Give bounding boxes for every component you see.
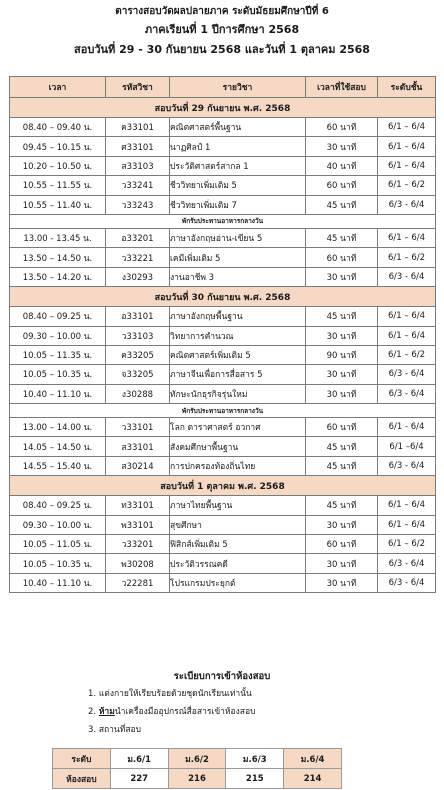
table-row <box>10 535 436 554</box>
day-title: สอบวันที่ 29 กันยายน พ.ศ. 2568 <box>10 98 436 118</box>
table-row <box>10 345 436 364</box>
subject-name: ประวัติศาสตร์สากล 1 <box>170 156 306 175</box>
exam-duration: 45 นาที <box>306 228 378 247</box>
day-title: สอบวันที่ 1 ตุลาคม พ.ศ. 2568 <box>10 476 436 496</box>
class-level: 6/1 – 6/4 <box>378 156 436 175</box>
subject-code: จ33205 <box>106 365 170 384</box>
class-level: 6/1 – 6/4 <box>378 228 436 247</box>
rule-item <box>88 685 444 703</box>
exam-time: 08.40 – 09.25 น. <box>10 307 106 326</box>
rule-item <box>88 721 444 739</box>
class-level: 6/1 – 6/4 <box>378 496 436 515</box>
subject-code: พ30208 <box>106 554 170 573</box>
subject-name: สังคมศึกษาพื้นฐาน <box>170 437 306 456</box>
rule-number: 3. <box>88 725 97 735</box>
exam-time: 10.05 – 11.05 น. <box>10 535 106 554</box>
rooms-room-number: 214 <box>284 769 342 789</box>
lunch-break-row <box>10 404 436 418</box>
class-level: 6/1 – 6/4 <box>378 326 436 345</box>
rooms-class: ม.6/4 <box>284 749 342 769</box>
exam-time: 09.30 – 10.00 น. <box>10 326 106 345</box>
lunch-break-row <box>10 214 436 228</box>
exam-time: 10.05 – 10.35 น. <box>10 554 106 573</box>
class-level: 6/3 - 6/4 <box>378 554 436 573</box>
exam-duration: 30 นาที <box>306 554 378 573</box>
class-level: 6/3 - 6/4 <box>378 384 436 403</box>
class-level: 6/1 –6/4 <box>378 437 436 456</box>
rooms-room-number: 227 <box>110 769 168 789</box>
class-level: 6/1 – 6/4 <box>378 307 436 326</box>
exam-duration: 60 นาที <box>306 535 378 554</box>
rooms-level-label: ระดับ <box>53 749 111 769</box>
exam-rooms-table <box>52 748 342 789</box>
table-row <box>10 418 436 437</box>
rules-title: ระเบียบการเข้าห้องสอบ <box>173 671 271 682</box>
subject-name: ภาษาอังกฤษพื้นฐาน <box>170 307 306 326</box>
lunch-break-label: พักรับประทานอาหารกลางวัน <box>10 404 436 418</box>
exam-duration: 30 นาที <box>306 365 378 384</box>
subject-name: คณิตศาสตร์พื้นฐาน <box>170 118 306 137</box>
exam-duration: 40 นาที <box>306 156 378 175</box>
subject-name: นาฏศิลป์ 1 <box>170 137 306 156</box>
subject-code: ท33101 <box>106 496 170 515</box>
subject-code: ค33205 <box>106 345 170 364</box>
subject-code: ง30293 <box>106 267 170 286</box>
class-level: 6/1 – 6/2 <box>378 176 436 195</box>
table-row <box>10 137 436 156</box>
table-row <box>10 437 436 456</box>
table-row <box>10 573 436 592</box>
semester-line: ภาคเรียนที่ 1 ปีการศึกษา 2568 <box>144 23 300 36</box>
col-header-duration: เวลาที่ใช้สอบ <box>306 77 378 98</box>
subject-code: ส30214 <box>106 456 170 475</box>
class-level: 6/1 – 6/2 <box>378 535 436 554</box>
exam-duration: 30 นาที <box>306 267 378 286</box>
subject-name: การปกครองท้องถิ่นไทย <box>170 456 306 475</box>
subject-name: ภาษาจีนเพื่อการสื่อสาร 5 <box>170 365 306 384</box>
table-row <box>10 195 436 214</box>
col-header-code: รหัสวิชา <box>106 77 170 98</box>
rooms-room-number: 216 <box>168 769 226 789</box>
class-level: 6/1 – 6/2 <box>378 248 436 267</box>
rooms-class: ม.6/1 <box>110 749 168 769</box>
subject-name: คณิตศาสตร์เพิ่มเติม 5 <box>170 345 306 364</box>
exam-time: 10.05 – 11.35 น. <box>10 345 106 364</box>
table-row <box>10 515 436 534</box>
subject-code: ว33243 <box>106 195 170 214</box>
subject-name: ประวัติวรรณคดี <box>170 554 306 573</box>
exam-duration: 45 นาที <box>306 456 378 475</box>
subject-code: ส33103 <box>106 156 170 175</box>
exam-time: 10.40 – 11.10 น. <box>10 573 106 592</box>
exam-duration: 45 นาที <box>306 307 378 326</box>
rooms-class: ม.6/2 <box>168 749 226 769</box>
rule-number: 1. <box>88 689 97 699</box>
table-row <box>10 384 436 403</box>
class-level: 6/1 – 6/2 <box>378 345 436 364</box>
class-level: 6/3 - 6/4 <box>378 365 436 384</box>
table-row <box>10 176 436 195</box>
subject-name: ฟิสิกส์เพิ่มเติม 5 <box>170 535 306 554</box>
exam-duration: 60 นาที <box>306 248 378 267</box>
subject-name: งานอาชีพ 3 <box>170 267 306 286</box>
subject-code: ง30288 <box>106 384 170 403</box>
subject-name: ชีววิทยาเพิ่มเติม 5 <box>170 176 306 195</box>
class-level: 6/3 - 6/4 <box>378 195 436 214</box>
exam-time: 10.05 – 10.35 น. <box>10 365 106 384</box>
rule-emphasis: ห้าม <box>98 707 115 717</box>
class-level: 6/1 – 6/4 <box>378 515 436 534</box>
subject-name: เคมีเพิ่มเติม 5 <box>170 248 306 267</box>
table-row <box>10 456 436 475</box>
subject-code: อ33101 <box>106 307 170 326</box>
exam-duration: 30 นาที <box>306 515 378 534</box>
subject-name: ภาษาอังกฤษอ่าน-เขียน 5 <box>170 228 306 247</box>
exam-time: 09.30 – 10.00 น. <box>10 515 106 534</box>
exam-time: 13.00 - 13.45 น. <box>10 228 106 247</box>
table-row <box>10 326 436 345</box>
subject-name: ภาษาไทยพื้นฐาน <box>170 496 306 515</box>
exam-duration: 45 นาที <box>306 496 378 515</box>
exam-duration: 30 นาที <box>306 326 378 345</box>
exam-time: 10.55 – 11.55 น. <box>10 176 106 195</box>
class-level: 6/1 – 6/4 <box>378 137 436 156</box>
exam-duration: 30 นาที <box>306 384 378 403</box>
subject-code: ค33101 <box>106 118 170 137</box>
exam-duration: 45 นาที <box>306 195 378 214</box>
table-row <box>10 365 436 384</box>
rooms-class: ม.6/3 <box>226 749 284 769</box>
exam-rules-section <box>0 668 444 739</box>
exam-duration: 60 นาที <box>306 176 378 195</box>
table-row <box>10 118 436 137</box>
class-level: 6/1 - 6/4 <box>378 418 436 437</box>
subject-name: สุขศึกษา <box>170 515 306 534</box>
class-level: 6/1 – 6/4 <box>378 118 436 137</box>
exam-time: 10.55 – 11.40 น. <box>10 195 106 214</box>
exam-time: 14.55 – 15.40 น. <box>10 456 106 475</box>
class-level: 6/3 - 6/4 <box>378 267 436 286</box>
exam-time: 10.20 – 10.50 น. <box>10 156 106 175</box>
table-row <box>10 248 436 267</box>
rule-text: แต่งกายให้เรียบร้อยด้วยชุดนักเรียนเท่านั้น <box>98 689 252 699</box>
col-header-subject: รายวิชา <box>170 77 306 98</box>
subject-name: โลก ดาราศาสตร์ อวกาศ <box>170 418 306 437</box>
subject-code: ส33101 <box>106 437 170 456</box>
col-header-time: เวลา <box>10 77 106 98</box>
rooms-level-row <box>53 749 342 769</box>
exam-duration: 30 นาที <box>306 137 378 156</box>
rule-item <box>88 703 444 721</box>
rooms-room-number: 215 <box>226 769 284 789</box>
subject-code: ว33101 <box>106 418 170 437</box>
exam-time: 10.40 – 11.10 น. <box>10 384 106 403</box>
table-header-row <box>10 77 436 98</box>
day-header-row <box>10 476 436 496</box>
subject-code: ว33241 <box>106 176 170 195</box>
exam-time: 13.50 – 14.50 น. <box>10 248 106 267</box>
exam-duration: 45 นาที <box>306 437 378 456</box>
rule-text: สถานที่สอบ <box>98 725 142 735</box>
subject-code: ว33103 <box>106 326 170 345</box>
schedule-title: ตารางสอบวัดผลปลายภาค ระดับมัธยมศึกษาปีที่ 6 <box>115 6 329 17</box>
table-row <box>10 307 436 326</box>
exam-time: 08.40 – 09.40 น. <box>10 118 106 137</box>
exam-time: 08.40 – 09.25 น. <box>10 496 106 515</box>
subject-name: ชีววิทยาเพิ่มเติม 7 <box>170 195 306 214</box>
table-row <box>10 156 436 175</box>
exam-time: 14.05 – 14.50 น. <box>10 437 106 456</box>
col-header-level: ระดับชั้น <box>378 77 436 98</box>
subject-code: พ33101 <box>106 515 170 534</box>
rule-text: นำเครื่องมืออุปกรณ์สื่อสารเข้าห้องสอบ <box>114 707 256 717</box>
subject-code: อ33201 <box>106 228 170 247</box>
subject-name: ทักษะนักธุรกิจรุ่นใหม่ <box>170 384 306 403</box>
class-level: 6/3 - 6/4 <box>378 573 436 592</box>
subject-code: ว22281 <box>106 573 170 592</box>
day-header-row <box>10 98 436 118</box>
exam-schedule-page <box>0 4 444 790</box>
subject-code: ว33221 <box>106 248 170 267</box>
subject-name: วิทยาการคำนวณ <box>170 326 306 345</box>
subject-code: ว33201 <box>106 535 170 554</box>
exam-duration: 60 นาที <box>306 118 378 137</box>
exam-duration: 30 นาที <box>306 573 378 592</box>
exam-duration: 60 นาที <box>306 418 378 437</box>
day-header-row <box>10 287 436 307</box>
table-row <box>10 496 436 515</box>
lunch-break-label: พักรับประทานอาหารกลางวัน <box>10 214 436 228</box>
exam-duration: 90 นาที <box>306 345 378 364</box>
class-level: 6/3 - 6/4 <box>378 456 436 475</box>
exam-time: 13.00 – 14.00 น. <box>10 418 106 437</box>
exam-dates-line: สอบวันที่ 29 - 30 กันยายน 2568 และวันที่ 1 ตุลาคม 2568 <box>74 43 370 56</box>
exam-time: 13.50 – 14.20 น. <box>10 267 106 286</box>
rooms-room-label: ห้องสอบ <box>53 769 111 789</box>
exam-schedule-table <box>9 76 436 593</box>
subject-name: โปรแกรมประยุกต์ <box>170 573 306 592</box>
subject-code: ศ33101 <box>106 137 170 156</box>
rule-number: 2. <box>88 707 97 717</box>
table-row <box>10 554 436 573</box>
table-row <box>10 228 436 247</box>
day-title: สอบวันที่ 30 กันยายน พ.ศ. 2568 <box>10 287 436 307</box>
exam-time: 09.45 – 10.15 น. <box>10 137 106 156</box>
table-row <box>10 267 436 286</box>
